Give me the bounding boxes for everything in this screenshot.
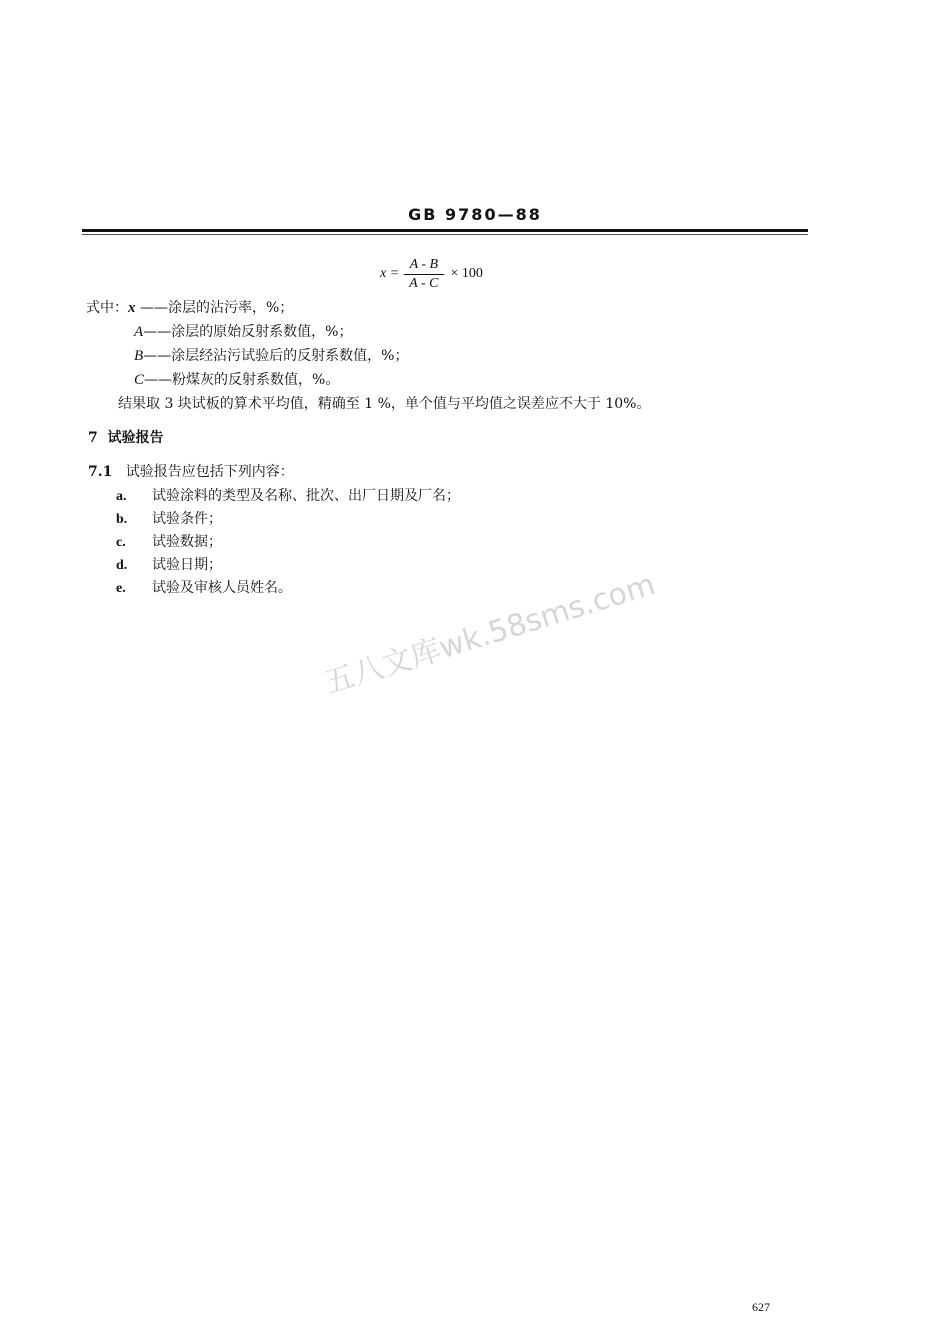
formula-fraction xyxy=(403,256,444,293)
list-item xyxy=(116,509,222,530)
section-title: 试验报告 xyxy=(107,430,164,446)
list-item-label: a. xyxy=(116,489,127,504)
list-item xyxy=(116,555,222,576)
definition-lead: 式中： xyxy=(86,300,128,316)
definition-text: ——涂层的沾污率，%； xyxy=(139,300,294,316)
list-item-label: b. xyxy=(116,512,128,527)
list-item-label: d. xyxy=(116,558,128,573)
definition-row-a xyxy=(134,322,352,342)
formula-numerator: A - B xyxy=(404,256,445,275)
list-item-text: 试验日期； xyxy=(152,557,222,573)
list-item-label: c. xyxy=(116,535,126,550)
list-item-text: 试验及审核人员姓名。 xyxy=(152,580,292,596)
formula-multiplier: × 100 xyxy=(450,266,483,281)
list-item-text: 试验数据； xyxy=(152,534,222,550)
formula-lhs: x = xyxy=(380,266,400,281)
definition-symbol: x xyxy=(128,300,136,316)
definition-row-x xyxy=(86,298,293,318)
formula xyxy=(380,252,483,296)
formula-denominator: A - C xyxy=(409,275,439,291)
section-7-heading xyxy=(88,428,164,448)
list-item-text: 试验条件； xyxy=(152,511,222,527)
definition-text: ——涂层的原始反射系数值，%； xyxy=(143,324,353,340)
header-rule-thin xyxy=(82,234,808,235)
watermark: 五八文库wk.58sms.com xyxy=(320,567,660,702)
list-item-label: e. xyxy=(116,581,126,596)
definition-row-b xyxy=(134,346,408,366)
list-item xyxy=(116,486,460,507)
list-item-text: 试验涂料的类型及名称、批次、出厂日期及厂名； xyxy=(152,488,460,504)
page-number: 627 xyxy=(752,1300,770,1314)
definition-symbol: A xyxy=(134,324,144,340)
subsection-number: 7.1 xyxy=(88,464,113,480)
page-header: GB 9780—88 xyxy=(408,205,542,224)
definition-symbol: B xyxy=(134,348,144,364)
section-number: 7 xyxy=(88,430,98,446)
header-rule xyxy=(82,229,808,232)
section-7-1 xyxy=(88,462,294,482)
definition-symbol: C xyxy=(134,372,145,388)
definition-text: ——涂层经沾污试验后的反射系数值，%； xyxy=(143,348,409,364)
list-item xyxy=(116,532,222,553)
subsection-text: 试验报告应包括下列内容： xyxy=(125,464,294,480)
result-paragraph: 结果取 3 块试板的算术平均值，精确至 1 %，单个值与平均值之误差应不大于 10%。 xyxy=(118,396,651,412)
definition-text: ——粉煤灰的反射系数值，%。 xyxy=(144,372,340,388)
list-item xyxy=(116,578,292,599)
definition-row-c xyxy=(134,370,339,390)
